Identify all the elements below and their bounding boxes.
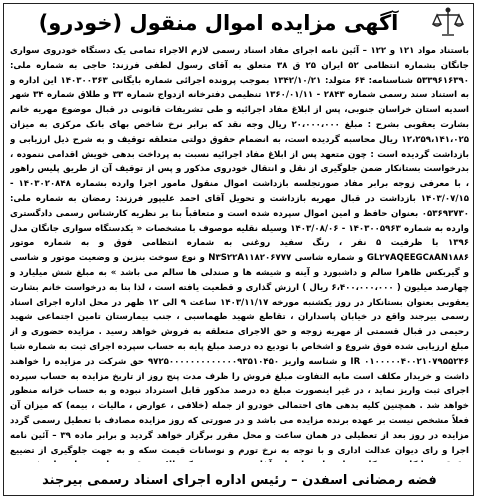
notice-title: آگهی مزایده اموال منقول (خودرو)	[38, 11, 399, 35]
notice-signature: فضه رمضانی اسفدن – رئیس اداره اجرای اسناد رسمی بیرجند	[42, 473, 437, 488]
notice-paragraph: باستناد مواد ۱۲۱ و ۱۲۲ – آئین نامه اجرای مفاد اسناد رسمی لازم الاجراء تمامی یک دستگاه خودروی سواری جانگان بشماره انتظامی ۵۲ ایران ۲۵ ق ۳۸ متعلق به آقای رسول لطفی فرزند: حاجی به شماره ملی: ۵۳۳۹۶۱۶۳۹۰ شناسنامه: ۶۴ متولد: ۱۳۴۲/۱۰/۲۱ بموجب پرونده اجرائی شماره بایگانی ۱۴۰۳۰۰۳۶۳ این اداره و به استناد سند رسمی شماره ۲۸۴۳ - ۱۳۶۰/۰۱/۱۱ تنظیمی دفترخانه ازدواج شماره ۳۳ و طلاق شماره ۳۴ شهر اسدیه استان خراسان جنوبی، پس از ابلاغ مفاد اجرائیه و طی تشریفات قانونی در قبال موضوع مهریه خانم بشارت یعقوبی بشرح : مبلغ ۲۰،۰۰۰،۰۰۰ ریال وجه نقد که برابر نرخ شاخص بهای بانک مرکزی به میزان ۱۲،۲۵۹،۱۴۱،۰۲۵ ریال محاسبه گردیده است، به انضمام حقوق دولتی متعلقه توقیف و به شرح ذیل ارزیابی و بازداشت گردیده است : چون متعهد پس از ابلاغ مفاد اجرائیه نسبت به پرداخت بدهی خویش اقدامی ننموده ، بدرخواست بستانکار ضمن جلوگیری از نقل و انتقال خودروی مذکور و پس از توقیف آن از طریق پلیس راهور ، با معرفی زوجه برابر مفاد صورتجلسه بازداشت اموال منقول مامور اجرا وارده بشماره ۱۴۰۳۰۲۰۸۴۸ - ۱۴۰۳/۰۷/۱۵ بازداشت در قبال مهریه بازداشت و تحویل آقای احمد علیپور فرزند: رمضان به شماره ملی: ۰۵۳۶۹۳۷۳۰ بعنوان حافظ و امین اموال سپرده شده است و متعاقباً بنا بر نظریه کارشناس رسمی دادگستری وارده به شماره ۱۴۰۳۰۰۵۹۶۳ - ۱۴۰۳/۰۸/۰۶ وسیله نقلیه موصوف با مشخصات « یکدستگاه سواری جانگان مدل ۱۳۹۶ با ظرفیت ۵ نفر ، رنگ سفید روغنی به شماره انتظامی فوق و به شماره موتور GL۲۷AQEEGC۸AN۱۸۸۶ و شماره شاسی N۳S۲۲A۱۱۸۲۰۶۷۷۷ و نوع سوخت بنزین و وضعیت موتور و شاسی و گیربکس ظاهرا سالم و داشبورد و آینه و شیشه ها و صندلی ها سالم می باشد » به مبلغ شش میلیارد و چهارصد میلیون ( ۶،۴۰۰،۰۰۰،۰۰۰ ریال ) ارزش گذاری و قطعیت یافته است ، لذا بنا به درخواست خانم بشارت یعقوبی بعنوان بستانکار در روز یکشنبه مورخه ۱۴۰۳/۱۱/۱۷ ساعت ۹ الی ۱۲ ظهر در محل اداره اجرای اسناد رسمی بیرجند واقع در خیابان پاسداران ، تقاطع شهید طهماسبی ، جنب بیمارستان تامین اجتماعی شهید رحیمی در قبال قسمتی از مهریه زوجه و حق الاجرای متعلقه به فروش خواهد رسید . مزایده حضوری و از مبلغ ارزیابی شده فوق شروع و اشخاص با تودیع ده درصد مبلغ پایه به حساب سپرده اجرای ثبت به شماره شبا ۰۱۰۰۰۰۰۴۰۰۲۱۰۷۹۵۵۲۴۶ IR و شناسه واریز ۹۷۲۵۰۰۰۰۰۰۰۰۰۰۰۰۰۹۳۵۱۰۴۵۰ حق شرکت در مزایده را خواهند داشت و خریدار مکلف است مابه التفاوت مبلغ فروش را ظرف مدت پنج روز از تاریخ مزایده به حساب سپرده اجرای ثبت واریز نماید ، در غیر اینصورت مبلغ ده درصد مذکور قابل استرداد نبوده و به حساب خزانه منظور خواهد شد . همچنین کلیه بدهی های احتمالی خودرو از جمله (خلافی ، عوارض ، مالیات ، بیمه) که میزان آن فعلاً مشخص نیست بر عهده برنده مزایده می باشد و در صورتی که روز مزایده مصادف با تعطیل رسمی گردد مزایده در روز بعد از تعطیلی در همان ساعت و محل مقرر برگزار خواهد گردید و برابر ماده ۳۹ – آئین نامه اجرا و رای دیوان عدالت اداری و با توجه به نرخ تورم و نوسانات قیمت سکه و به جهت جلوگیری از تضییع	[10, 46, 469, 456]
justice-scale-icon	[431, 6, 465, 40]
notice-header	[4, 4, 473, 42]
notice-body	[10, 44, 469, 462]
